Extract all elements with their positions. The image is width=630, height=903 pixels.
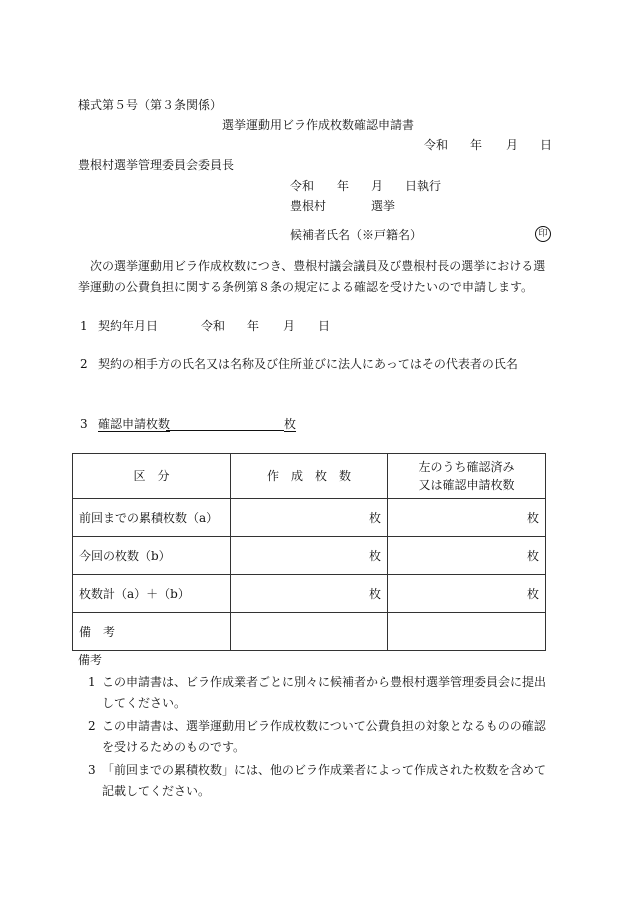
- note-item: [80, 760, 552, 802]
- addressee: 豊根村選挙管理委員会委員長: [78, 158, 235, 172]
- document-title: 選挙運動用ビラ作成枚数確認申請書: [222, 118, 415, 132]
- item3-fill-line: [166, 430, 284, 431]
- item1-day: 日: [318, 319, 331, 333]
- form-number: 様式第５号（第３条関係）: [78, 98, 223, 112]
- header-confirmed-line1: 左のうち確認済み: [418, 460, 515, 474]
- header-confirmed-line2: 又は確認申請枚数: [418, 478, 515, 492]
- confirmed-cell[interactable]: 枚: [388, 575, 546, 613]
- produced-cell[interactable]: 枚: [231, 575, 388, 613]
- item2-label: 契約の相手方の氏名又は名称及び住所並びに法人にあってはその代表者の氏名: [98, 357, 518, 371]
- date-day: 日: [540, 138, 553, 152]
- count-table: [72, 453, 546, 651]
- header-category: 区 分: [73, 454, 231, 499]
- note-number: 3: [88, 763, 96, 777]
- table-row: [73, 613, 546, 651]
- item3-label: 確認申請枚数: [98, 417, 171, 431]
- election-year: 年: [337, 179, 350, 193]
- produced-cell[interactable]: 枚: [231, 499, 388, 537]
- remarks-cell[interactable]: [231, 613, 388, 651]
- remarks-cell[interactable]: [388, 613, 546, 651]
- notes-heading: 備考: [78, 653, 103, 667]
- item1-month: 月: [283, 319, 296, 333]
- item1-year: 年: [247, 319, 260, 333]
- note-number: 1: [88, 675, 96, 689]
- application-statement: 次の選挙運動用ビラ作成枚数につき、豊根村議会議員及び豊根村長の選挙における選挙運動の公費負担に関する条例第８条の規定による確認を受けたいので申請します。: [78, 259, 546, 294]
- seal-mark: 印: [535, 226, 551, 242]
- date-era: 令和: [424, 138, 449, 152]
- date-year: 年: [470, 138, 483, 152]
- table-header-row: [73, 454, 546, 499]
- election-era: 令和: [290, 179, 315, 193]
- note-number: 2: [88, 719, 96, 733]
- notes-section: [80, 651, 552, 804]
- row-label: 前回までの累積枚数（a）: [73, 499, 231, 537]
- election-day: 日執行: [405, 179, 442, 193]
- note-item: [80, 716, 552, 758]
- confirmed-cell[interactable]: 枚: [388, 537, 546, 575]
- header-confirmed: [388, 454, 546, 499]
- item3-unit: 枚: [284, 417, 297, 431]
- row-label: 枚数計（a）＋（b）: [73, 575, 231, 613]
- election-village: 豊根村: [290, 199, 327, 213]
- item1-number: 1: [80, 319, 88, 333]
- row-label: 備 考: [73, 613, 231, 651]
- note-text: この申請書は、選挙運動用ビラ作成枚数について公費負担の対象となるものの確認を受けるためのものです。: [102, 719, 546, 754]
- date-month: 月: [506, 138, 519, 152]
- produced-cell[interactable]: 枚: [231, 537, 388, 575]
- note-text: この申請書は、ビラ作成業者ごとに別々に候補者から豊根村選挙管理委員会に提出してください。: [102, 675, 547, 710]
- header-produced: 作 成 枚 数: [231, 454, 388, 499]
- note-item: [80, 672, 552, 714]
- table-row: [73, 499, 546, 537]
- table-row: [73, 537, 546, 575]
- item2-number: 2: [80, 357, 88, 371]
- item1-label: 契約年月日: [98, 319, 159, 333]
- item1-era: 令和: [201, 319, 226, 333]
- candidate-name-label: 候補者氏名（※戸籍名）: [290, 228, 423, 242]
- table-row: [73, 575, 546, 613]
- election-kind: 選挙: [371, 199, 396, 213]
- item3-number: 3: [80, 417, 88, 431]
- row-label: 今回の枚数（b）: [73, 537, 231, 575]
- election-month: 月: [371, 179, 384, 193]
- confirmed-cell[interactable]: 枚: [388, 499, 546, 537]
- note-text: 「前回までの累積枚数」には、他のビラ作成業者によって作成された枚数を含めて記載してください。: [102, 763, 547, 798]
